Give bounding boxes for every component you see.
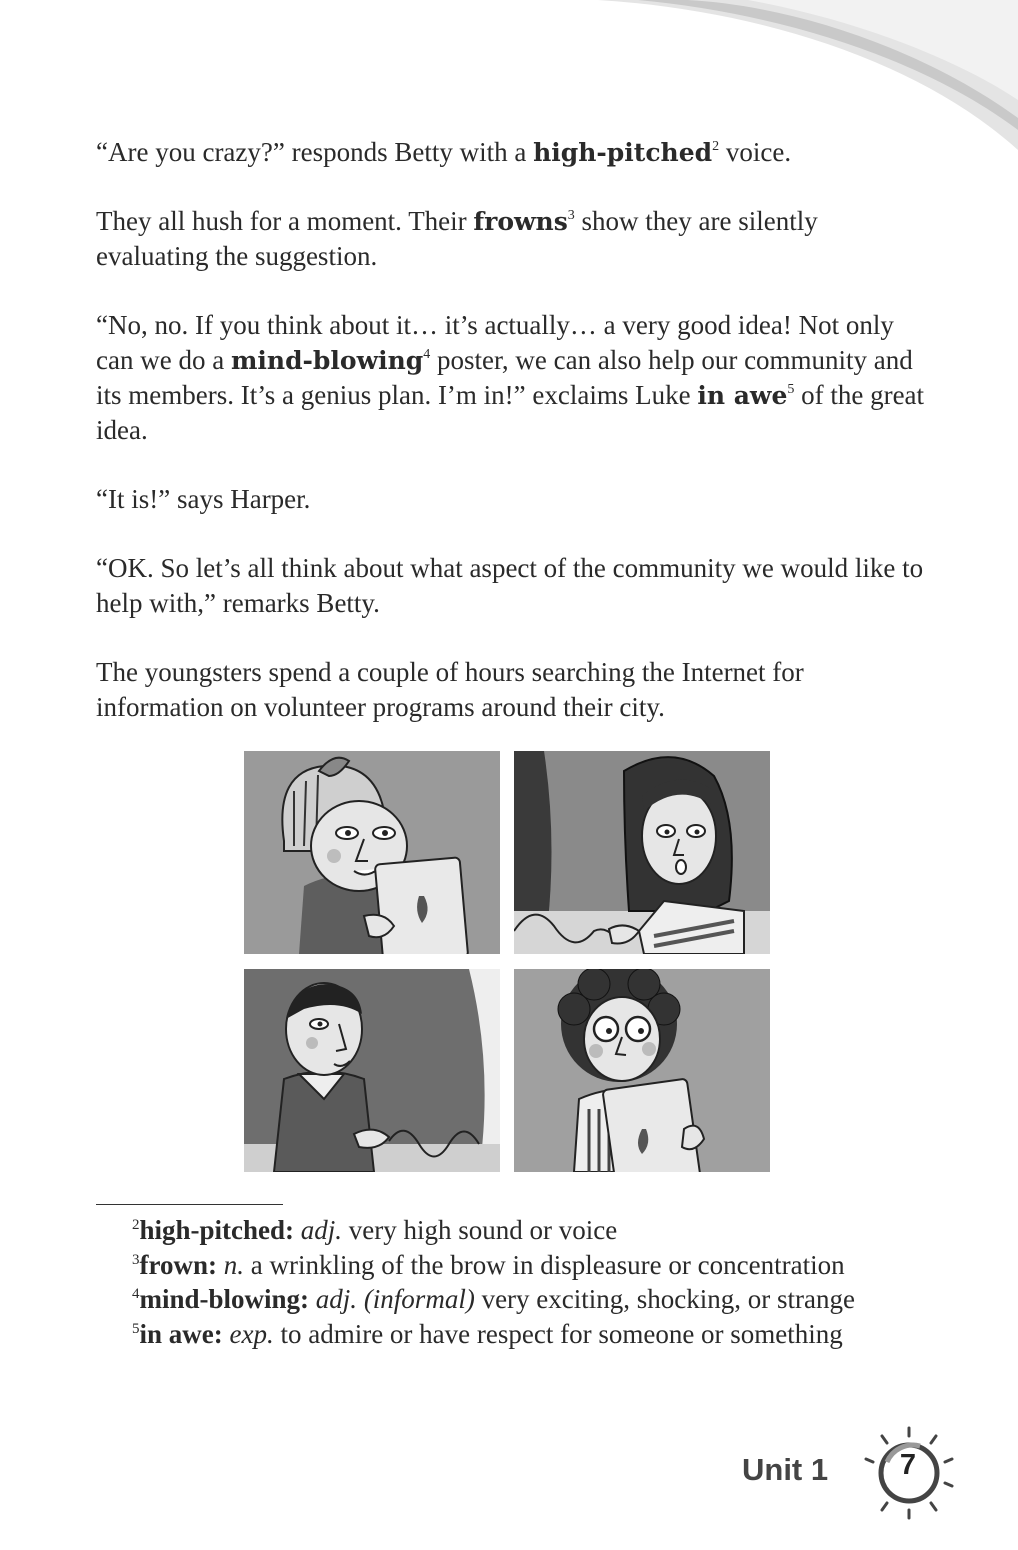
paragraph: [96, 482, 926, 517]
footnote-part-of-speech: n.: [223, 1249, 244, 1280]
text-run: They all hush for a moment. Their: [96, 206, 474, 236]
text-run: voice.: [719, 137, 792, 167]
text-run: “No, no. If you think about it… it’s actually… a very good idea! Not only can we do a: [96, 310, 894, 375]
footnote-number: 3: [132, 1251, 140, 1268]
four-panel-illustration: [244, 751, 770, 1172]
footnote-part-of-speech: exp.: [229, 1318, 274, 1349]
footnote: [96, 1248, 926, 1283]
footnote-ref: 3: [567, 208, 575, 223]
text-run: of the great idea.: [96, 380, 925, 445]
footnote-ref: 5: [787, 382, 795, 397]
paragraph: [96, 135, 926, 170]
footnote-part-of-speech: adj.: [300, 1215, 343, 1245]
text-run: The youngsters spend a couple of hours searching the Internet for information on volunteer programs around their city.: [96, 657, 804, 722]
vocab-term: high-pitched: [533, 138, 713, 167]
footnote-definition: very high sound or voice: [348, 1215, 618, 1245]
footnote-number: 4: [132, 1286, 140, 1302]
text-run: “OK. So let’s all think about what aspect of the community we would like to help with,” remarks Betty.: [96, 553, 924, 618]
footnote-part-of-speech: adj.: [315, 1284, 358, 1314]
footnote-definition: a wrinkling of the brow in displeasure or concentration: [250, 1249, 845, 1280]
panel-girl-plugging-cable: [514, 751, 770, 954]
paragraph: [96, 204, 926, 274]
footnote-ref: 4: [423, 347, 431, 362]
footnote-term: high-pitched:: [139, 1215, 295, 1245]
paragraph: [96, 551, 926, 621]
vocab-term: mind-blowing: [230, 346, 424, 375]
footnote-definition: very exciting, shocking, or strange: [474, 1284, 855, 1314]
unit-label: Unit 1: [742, 1452, 829, 1487]
story-text: [96, 135, 926, 759]
vocab-term: in awe: [697, 381, 788, 410]
paragraph: [96, 308, 926, 448]
text-run: poster, we can also help our community and its members. It’s a genius plan. I’m in!” exclaims Luke: [96, 345, 913, 410]
vocab-term: frowns: [473, 207, 568, 236]
panel-curly-boy-tablet: [514, 969, 770, 1172]
footnote: [96, 1317, 926, 1352]
footnote-divider: [96, 1204, 283, 1205]
footnote-term: frown:: [139, 1249, 217, 1280]
panel-boy-plugging-cable: [244, 969, 500, 1172]
footnote-definition: to admire or have respect for someone or something: [280, 1318, 843, 1349]
footnote: [96, 1213, 926, 1248]
footnote-ref: 2: [712, 139, 720, 154]
footnote-term: in awe:: [139, 1318, 223, 1349]
panel-girl-ponytail-tablet: [244, 751, 500, 954]
text-run: “Are you crazy?” responds Betty with a: [96, 137, 534, 167]
text-run: show they are silently evaluating the suggestion.: [96, 206, 818, 271]
footnote: [96, 1282, 926, 1317]
paragraph: [96, 655, 926, 725]
footnote-term: mind-blowing:: [139, 1284, 310, 1314]
text-run: “It is!” says Harper.: [96, 484, 311, 514]
page-number: 7: [899, 1449, 917, 1481]
footnote-number: 2: [132, 1217, 140, 1233]
footnote-number: 5: [132, 1320, 140, 1337]
footnote-usage-note: (informal): [363, 1284, 475, 1314]
footnotes: [96, 1213, 926, 1351]
